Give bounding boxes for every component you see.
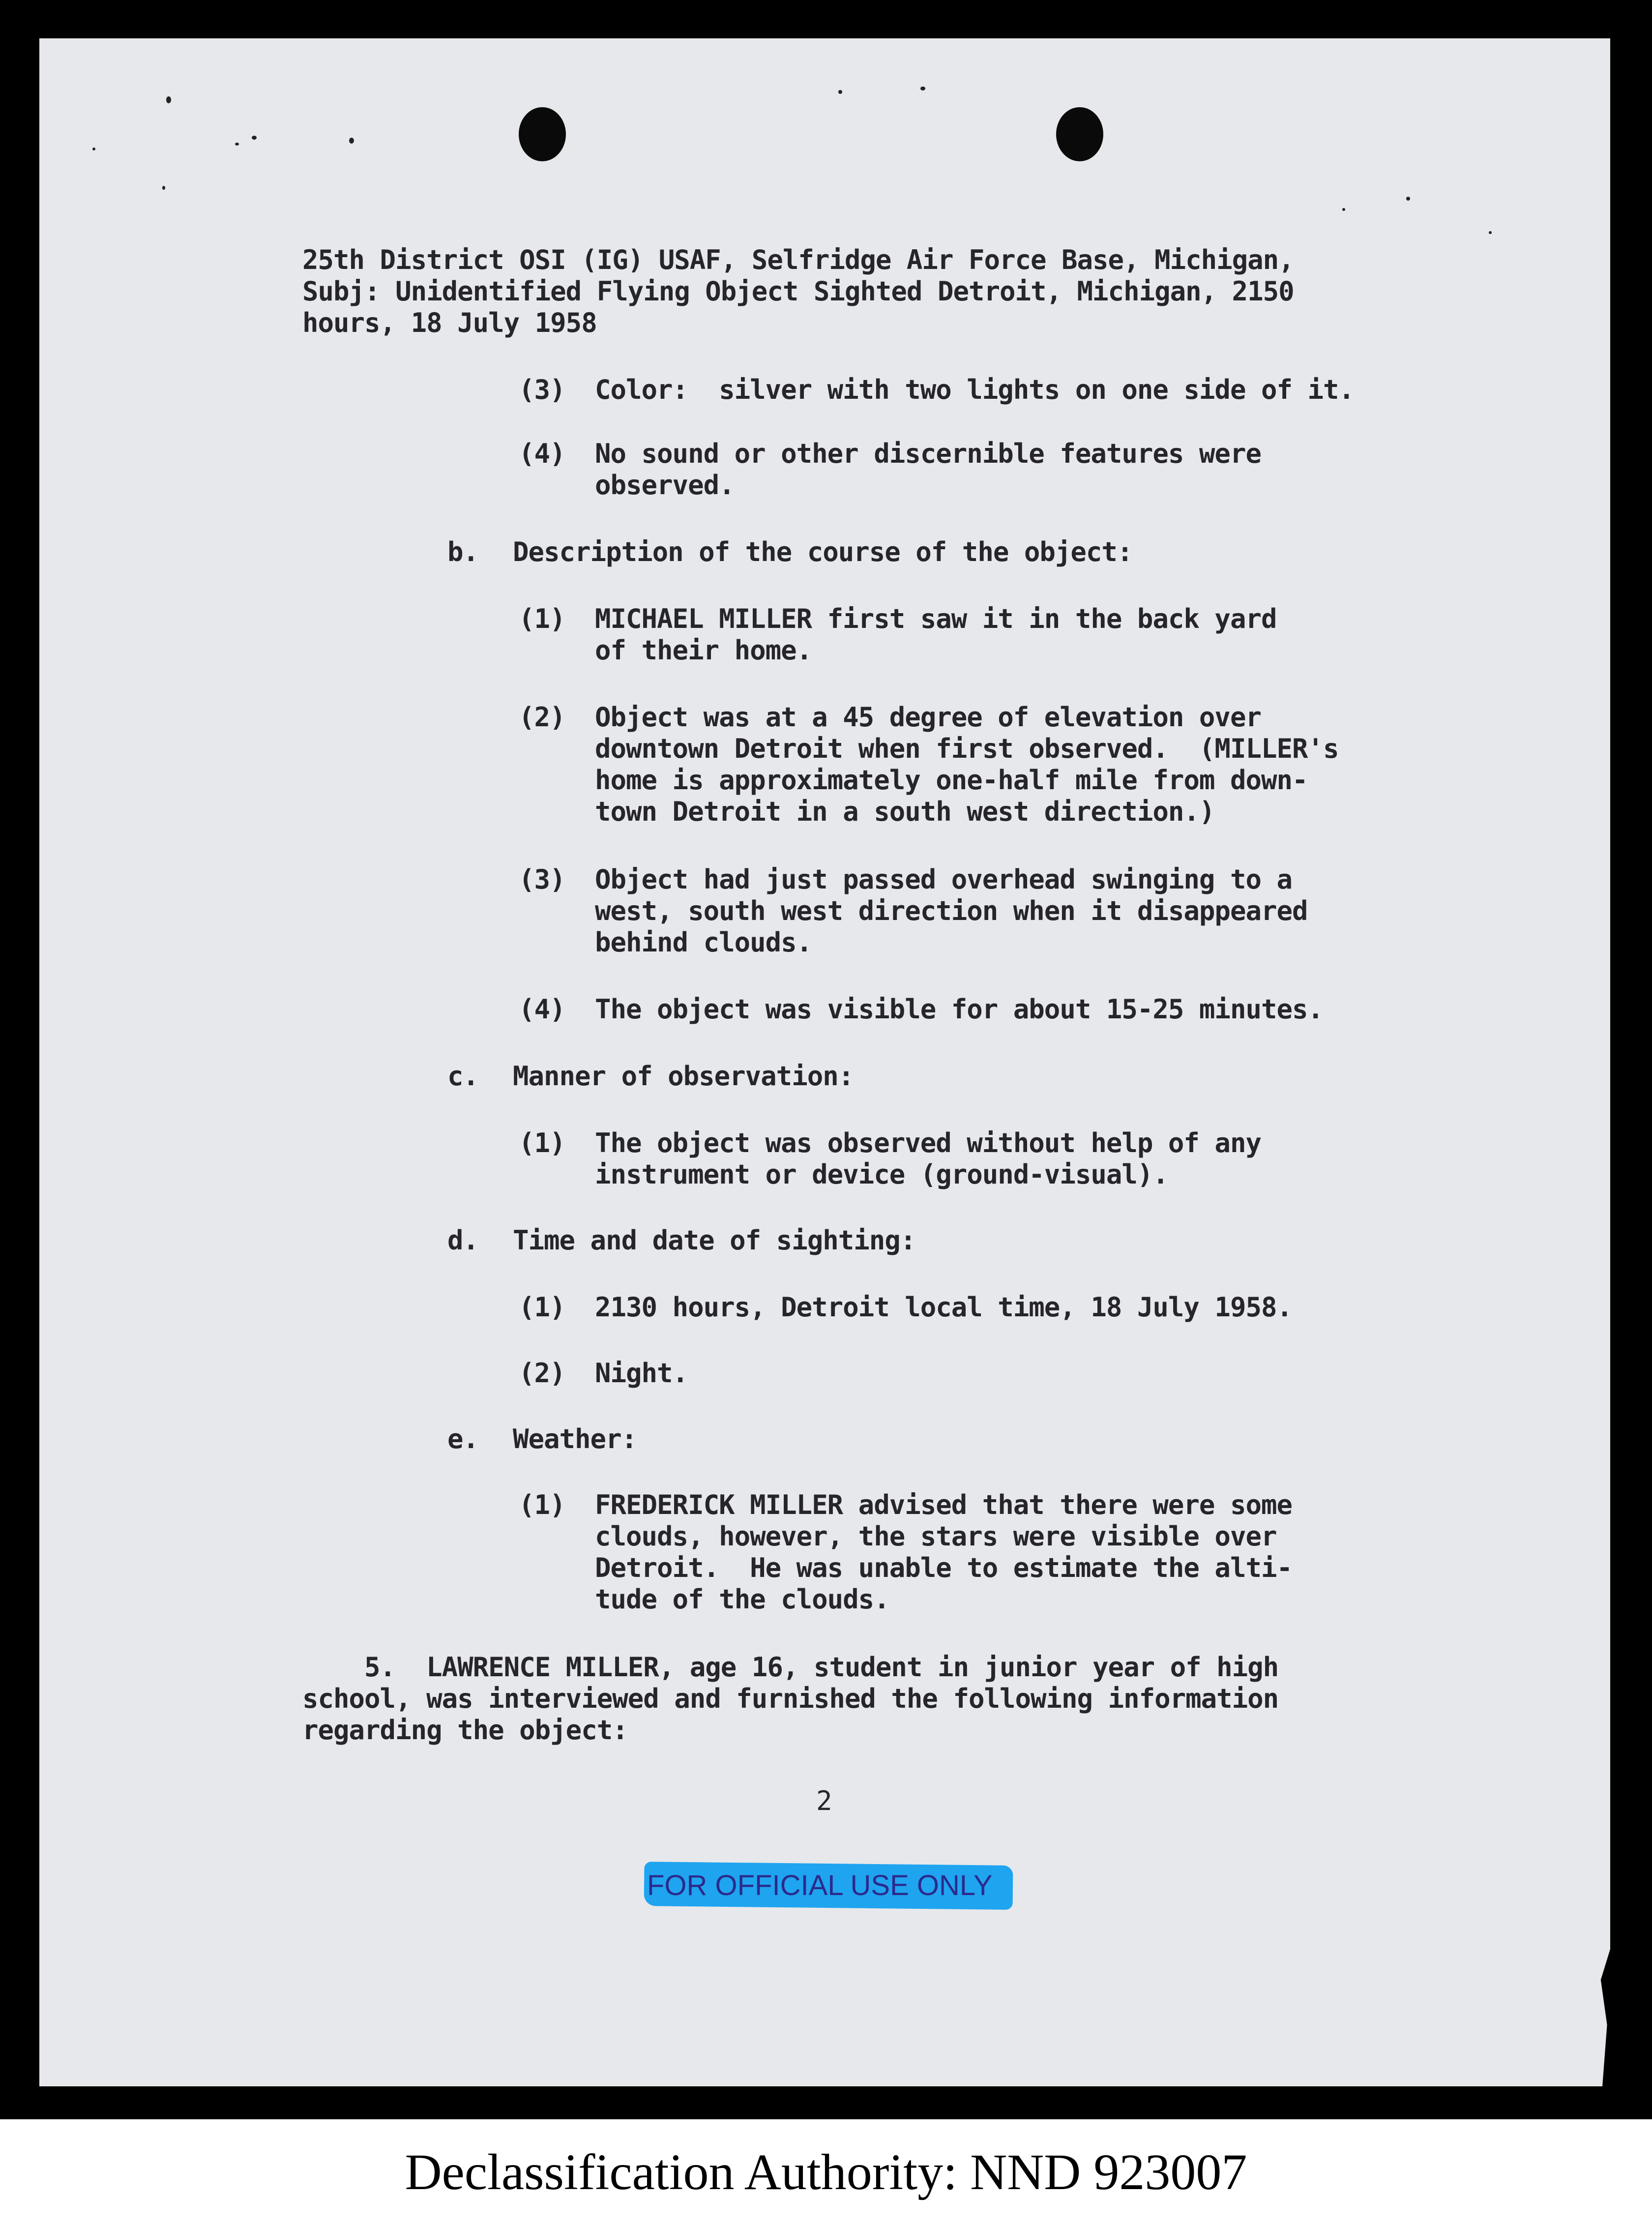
item-text: tude of the clouds. [595, 1584, 889, 1615]
item-text: Color: silver with two lights on one side of it. [595, 374, 1355, 405]
scan-speck [252, 136, 257, 140]
section-letter: b. [447, 536, 479, 567]
item-text: Night. [595, 1358, 688, 1389]
scan-speck [92, 148, 95, 150]
item-text: 2130 hours, Detroit local time, 18 July 1958. [595, 1292, 1292, 1323]
item-number: (4) [519, 438, 565, 469]
item-number: (1) [519, 603, 565, 634]
scan-speck [838, 90, 842, 94]
paragraph-line: 5. LAWRENCE MILLER, age 16, student in junior year of high [302, 1652, 1279, 1683]
page-number: 2 [816, 1785, 832, 1816]
paragraph-line: regarding the object: [302, 1715, 628, 1746]
section-letter: c. [447, 1061, 479, 1092]
item-number: (1) [519, 1292, 565, 1323]
section-heading: Description of the course of the object: [513, 536, 1133, 567]
item-number: (3) [519, 864, 565, 895]
item-text: clouds, however, the stars were visible over [595, 1521, 1277, 1552]
item-text: The object was observed without help of any [595, 1127, 1261, 1158]
scan-speck [1489, 231, 1492, 234]
item-text: Object was at a 45 degree of elevation over [595, 702, 1261, 733]
item-text: home is approximately one-half mile from down- [595, 765, 1308, 796]
item-text: town Detroit in a south west direction.) [595, 796, 1215, 827]
item-text: observed. [595, 470, 735, 501]
item-number: (1) [519, 1127, 565, 1158]
section-heading: Time and date of sighting: [513, 1225, 916, 1256]
item-text: No sound or other discernible features were [595, 438, 1261, 469]
item-text: behind clouds. [595, 927, 812, 958]
scan-speck [162, 186, 165, 190]
header-line: 25th District OSI (IG) USAF, Selfridge Air Force Base, Michigan, [302, 244, 1294, 275]
header-line: Subj: Unidentified Flying Object Sighted Detroit, Michigan, 2150 [302, 276, 1294, 307]
item-text: FREDERICK MILLER advised that there were some [595, 1489, 1292, 1520]
item-number: (3) [519, 374, 565, 405]
paragraph-line: school, was interviewed and furnished the following information [302, 1683, 1279, 1714]
item-text: MICHAEL MILLER first saw it in the back yard [595, 603, 1277, 634]
footer-bar [0, 2119, 1652, 2225]
section-heading: Manner of observation: [513, 1061, 854, 1092]
section-letter: d. [447, 1225, 479, 1256]
item-number: (4) [519, 994, 565, 1025]
item-number: (2) [519, 702, 565, 733]
scan-speck [1342, 208, 1345, 211]
stamp-text: FOR OFFICIAL USE ONLY [647, 1869, 993, 1901]
declassification-authority: Declassification Authority: NND 923007 [405, 2144, 1247, 2200]
punch-hole-left [519, 107, 566, 161]
item-text: Detroit. He was unable to estimate the alti- [595, 1552, 1292, 1583]
scan-speck [349, 138, 354, 144]
official-use-stamp [644, 1864, 1028, 1908]
scan-speck [920, 87, 925, 90]
item-text: downtown Detroit when first observed. (MILLER's [595, 733, 1339, 764]
scan-speck [1406, 197, 1410, 201]
scan-speck [235, 143, 239, 146]
item-text: The object was visible for about 15-25 minutes. [595, 994, 1324, 1025]
section-heading: Weather: [513, 1424, 637, 1454]
scan-speck [166, 96, 171, 103]
item-text: Object had just passed overhead swinging to a [595, 864, 1292, 895]
item-text: of their home. [595, 635, 812, 666]
punch-hole-right [1056, 107, 1103, 161]
header-line: hours, 18 July 1958 [302, 307, 597, 338]
item-number: (2) [519, 1358, 565, 1389]
item-number: (1) [519, 1489, 565, 1520]
section-letter: e. [447, 1424, 479, 1454]
item-text: instrument or device (ground-visual). [595, 1159, 1168, 1190]
item-text: west, south west direction when it disappeared [595, 895, 1308, 926]
